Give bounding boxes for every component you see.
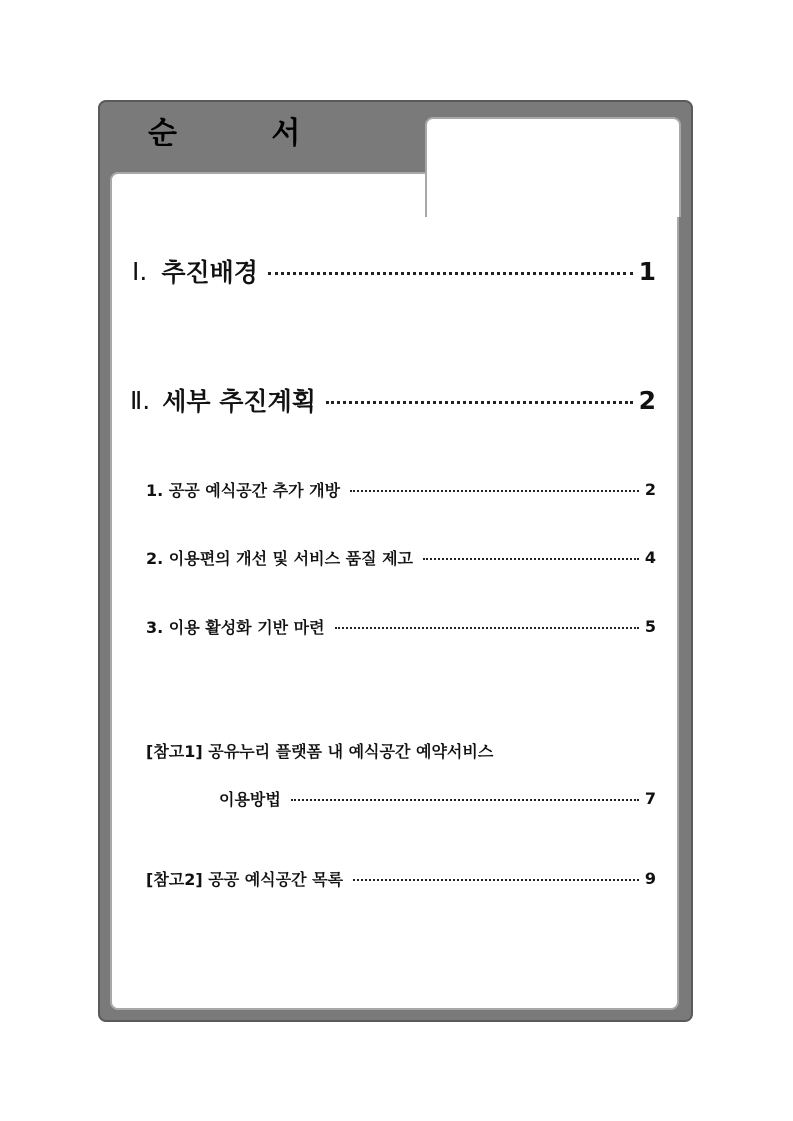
- toc-subsection-2[interactable]: [146, 545, 656, 569]
- toc-reference-1-line1[interactable]: [참고1] 공유누리 플랫폼 내 예식공간 예약서비스: [146, 742, 494, 761]
- toc-leader: [326, 401, 633, 404]
- toc-subsection-1-page: 2: [644, 479, 656, 499]
- folder-tab: [425, 117, 681, 217]
- toc-leader: [335, 627, 639, 629]
- toc-reference-1-page: 7: [644, 788, 656, 808]
- toc-leader: [268, 272, 633, 275]
- toc-leader: [353, 879, 639, 881]
- toc-reference-2-label: [참고2] 공공 예식공간 목록: [146, 869, 344, 889]
- toc-section-1-number: Ⅰ.: [132, 256, 148, 286]
- toc-section-2-label: 세부 추진계획: [162, 387, 316, 416]
- toc-subsection-1-label: 1. 공공 예식공간 추가 개방: [146, 480, 341, 500]
- toc-section-1-label: 추진배경: [161, 258, 258, 287]
- toc-section-2[interactable]: [130, 383, 656, 417]
- toc-section-2-page: 2: [638, 385, 656, 415]
- toc-reference-1-line2: 이용방법: [219, 789, 281, 809]
- folder-tab-join: [427, 172, 679, 178]
- toc-leader: [423, 558, 639, 560]
- toc-subsection-3-label: 3. 이용 활성화 기반 마련: [146, 617, 325, 637]
- page-title: 순 서: [148, 116, 343, 151]
- toc-section-1-page: 1: [638, 256, 656, 286]
- toc-leader: [291, 799, 639, 801]
- toc-reference-2-page: 9: [644, 868, 656, 888]
- toc-subsection-1[interactable]: [146, 477, 656, 501]
- toc-section-2-number: Ⅱ.: [130, 385, 151, 415]
- toc-section-1[interactable]: [132, 254, 656, 288]
- toc-reference-1[interactable]: [219, 786, 656, 810]
- toc-subsection-2-page: 4: [644, 547, 656, 567]
- toc-reference-2[interactable]: [146, 866, 656, 890]
- toc-subsection-3[interactable]: [146, 614, 656, 638]
- toc-subsection-2-label: 2. 이용편의 개선 및 서비스 품질 제고: [146, 548, 414, 568]
- toc-leader: [350, 490, 639, 492]
- toc-subsection-3-page: 5: [644, 616, 656, 636]
